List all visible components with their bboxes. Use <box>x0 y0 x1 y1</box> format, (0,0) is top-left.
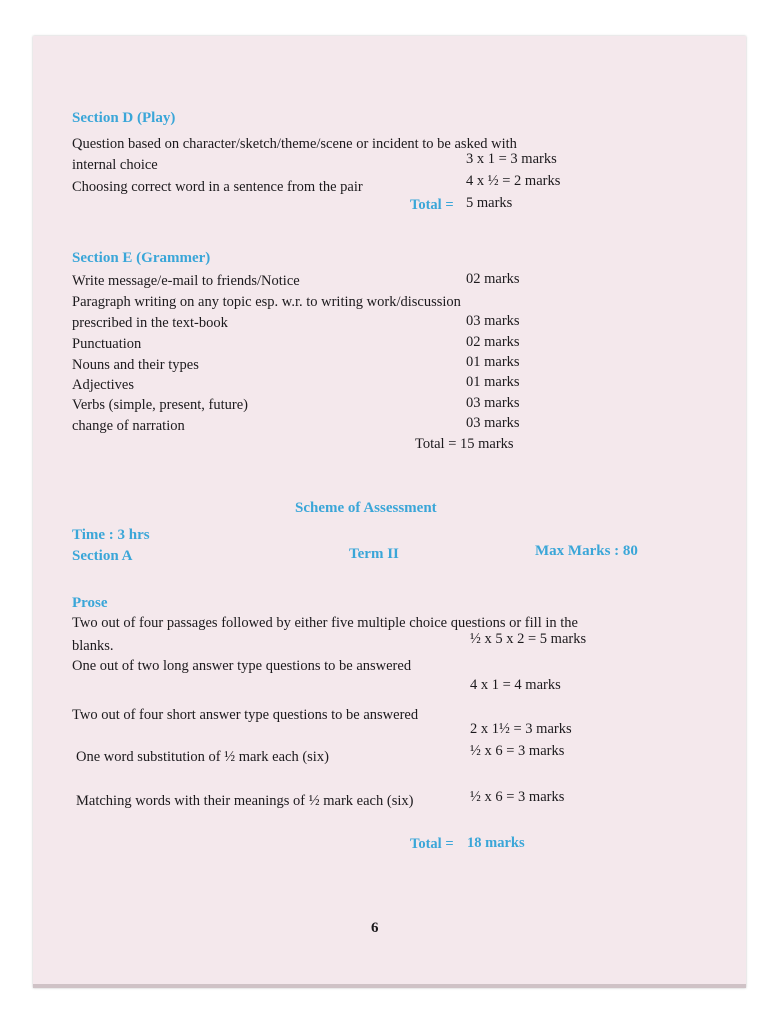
section-e-marks: 03 marks <box>466 395 520 411</box>
prose-line: One word substitution of ½ mark each (six) <box>76 749 329 765</box>
scheme-time: Time : 3 hrs <box>72 527 150 543</box>
prose-marks: 2 x 1½ = 3 marks <box>470 721 572 737</box>
section-d-line: Question based on character/sketch/theme/scene or incident to be asked with <box>72 136 517 152</box>
section-d-marks: 3 x 1 = 3 marks <box>466 151 557 167</box>
scheme-section: Section A <box>72 548 133 564</box>
prose-line: blanks. <box>72 638 114 654</box>
prose-total-marks: 18 marks <box>467 835 525 851</box>
section-e-marks: 03 marks <box>466 415 520 431</box>
prose-marks: ½ x 5 x 2 = 5 marks <box>470 631 587 647</box>
section-d-marks: 4 x ½ = 2 marks <box>466 173 561 189</box>
prose-marks: ½ x 6 = 3 marks <box>470 789 565 805</box>
section-e-item: prescribed in the text-book <box>72 315 228 331</box>
scheme-max-marks: Max Marks : 80 <box>535 543 638 559</box>
section-e-item: Nouns and their types <box>72 357 199 373</box>
prose-heading: Prose <box>72 595 108 611</box>
section-e-marks: 03 marks <box>466 313 520 329</box>
prose-line: One out of two long answer type questions to be answered <box>72 658 412 674</box>
section-e-item: Punctuation <box>72 336 142 352</box>
prose-line: Two out of four short answer type questions to be answered <box>72 707 419 723</box>
scheme-term: Term II <box>349 546 399 562</box>
scheme-title: Scheme of Assessment <box>295 500 437 516</box>
page-number: 6 <box>371 920 379 936</box>
section-e-item: Adjectives <box>72 377 135 393</box>
section-e-marks: 02 marks <box>466 271 520 287</box>
section-e-item: Verbs (simple, present, future) <box>72 397 248 413</box>
section-e-marks: 01 marks <box>466 374 520 390</box>
section-d-total-marks: 5 marks <box>466 195 513 211</box>
section-e-item: Paragraph writing on any topic esp. w.r. to writing work/discussion <box>72 294 461 310</box>
prose-total-label: Total = <box>410 836 454 852</box>
section-d-heading: Section D (Play) <box>72 110 176 126</box>
section-d-line: internal choice <box>72 157 158 173</box>
section-e-total: Total = 15 marks <box>415 436 514 452</box>
section-d-line: Choosing correct word in a sentence from the pair <box>72 179 363 195</box>
section-d-total-label: Total = <box>410 197 454 213</box>
section-e-marks: 01 marks <box>466 354 520 370</box>
prose-marks: 4 x 1 = 4 marks <box>470 677 561 693</box>
section-e-marks: 02 marks <box>466 334 520 350</box>
section-e-item: change of narration <box>72 418 185 434</box>
prose-line: Matching words with their meanings of ½ mark each (six) <box>76 793 414 809</box>
prose-line: Two out of four passages followed by either five multiple choice questions or fill in the <box>72 615 578 631</box>
section-e-item: Write message/e-mail to friends/Notice <box>72 273 300 289</box>
prose-marks: ½ x 6 = 3 marks <box>470 743 565 759</box>
section-e-heading: Section E (Grammer) <box>72 250 211 266</box>
